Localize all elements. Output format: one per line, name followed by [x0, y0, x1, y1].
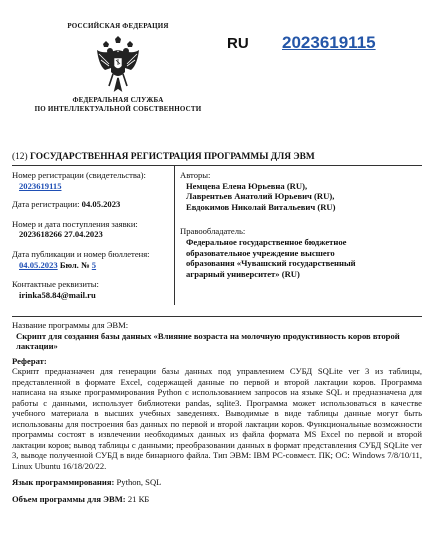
author-1: Немцева Елена Юрьевна (RU), [186, 180, 308, 191]
document-title-text: ГОСУДАРСТВЕННАЯ РЕГИСТРАЦИЯ ПРОГРАММЫ ДЛЯ ЭВМ [29, 152, 315, 162]
size-value: 21 КБ [127, 493, 150, 504]
service-name-line2: ПО ИНТЕЛЛЕКТУАЛЬНОЙ СОБСТВЕННОСТИ [34, 105, 202, 113]
publication-label: Дата публикации и номер бюллетеня: [12, 248, 150, 259]
publication-date-link[interactable]: 04.05.2023 [19, 259, 58, 270]
abstract-text: Скрипт предназначен для генерации базы данных под управлением СУБД SQLite ver 3 из таблицы, представленной в формате Excel, содержащей данные по первой и второй лактации коров. Программа написана на языке программирования Python с использованием запросов на языке SQL и предназначена для работы с данными, использует библиотеки pandas, sqlite3. Программа может использоваться в качестве учебного материала в высших учебных заведениях. Выводимые в виде таблицы данные могут быть использованы для построения баз данных по первой и второй лактации коров. Функциональные возможности программы состоят в извлечении необходимых данных из файла формата MS Excel по первой и второй лактации коров; вывод таблицы с данными; преобразовании данных в формат представления СУБД SQLite ver 3, выводе полученной СУБД в виде бинарного файла. Тип ЭВМ: IBM PC-совмест. ПК; ОС: Windows 7/8/10/11, Linux Ubuntu 16/18/20/22. [12, 366, 422, 471]
application-value: 2023618266 27.04.2023 [19, 229, 103, 240]
holder-line-3: образования «Чувашский государственный [186, 258, 356, 269]
program-name-label: Название программы для ЭВМ: [12, 320, 129, 330]
contacts-label: Контактные реквизиты: [12, 279, 99, 290]
contacts-value: irinka58.84@mail.ru [19, 289, 96, 300]
divider-vertical [174, 166, 175, 305]
author-3: Евдокимов Николай Витальевич (RU) [186, 201, 336, 212]
document-title-code: (12) [12, 152, 28, 162]
program-info [12, 320, 422, 504]
header-authority [20, 22, 216, 114]
divider-top [12, 165, 422, 166]
reg-date-value: 04.05.2023 [81, 199, 121, 210]
divider-bottom [12, 316, 422, 317]
registration-number-link[interactable]: 2023619115 [282, 33, 376, 52]
program-name-value: Скрипт для создания базы данных «Влияние возраста на молочную продуктивность коров второй лактации» [16, 330, 400, 351]
reg-number-label: Номер регистрации (свидетельства): [12, 170, 146, 180]
registration-details [12, 170, 170, 300]
service-name [20, 96, 216, 114]
holder-line-4: аграрный университет» (RU) [186, 268, 300, 279]
reg-number-link[interactable]: 2023619115 [19, 180, 62, 191]
service-name-line1: ФЕДЕРАЛЬНАЯ СЛУЖБА [72, 96, 164, 104]
language-value: Python, SQL [116, 477, 162, 487]
authors-holder [180, 170, 425, 279]
coat-of-arms-icon [95, 36, 141, 92]
holder-line-2: образовательное учреждение высшего [186, 247, 335, 258]
abstract-label: Реферат: [12, 355, 47, 366]
reg-date-label: Дата регистрации: [12, 199, 80, 210]
reg-date [12, 199, 170, 210]
holder-line-1: Федеральное государственное бюджетное [186, 236, 347, 247]
country-code: RU [227, 35, 249, 52]
application-label: Номер и дата поступления заявки: [12, 218, 138, 229]
language-label: Язык программирования: [12, 477, 115, 487]
document-title [12, 152, 315, 162]
bulletin-label: Бюл. № [59, 259, 90, 270]
size-label: Объем программы для ЭВМ: [12, 493, 126, 504]
federation-name: РОССИЙСКАЯ ФЕДЕРАЦИЯ [67, 22, 169, 30]
holder-label: Правообладатель: [180, 226, 246, 237]
language-line [12, 477, 422, 488]
authors-label: Авторы: [180, 170, 211, 180]
bulletin-number-link[interactable]: 5 [91, 259, 97, 270]
size-line [12, 494, 422, 505]
author-2: Лаврентьев Анатолий Юрьевич (RU), [186, 191, 335, 202]
